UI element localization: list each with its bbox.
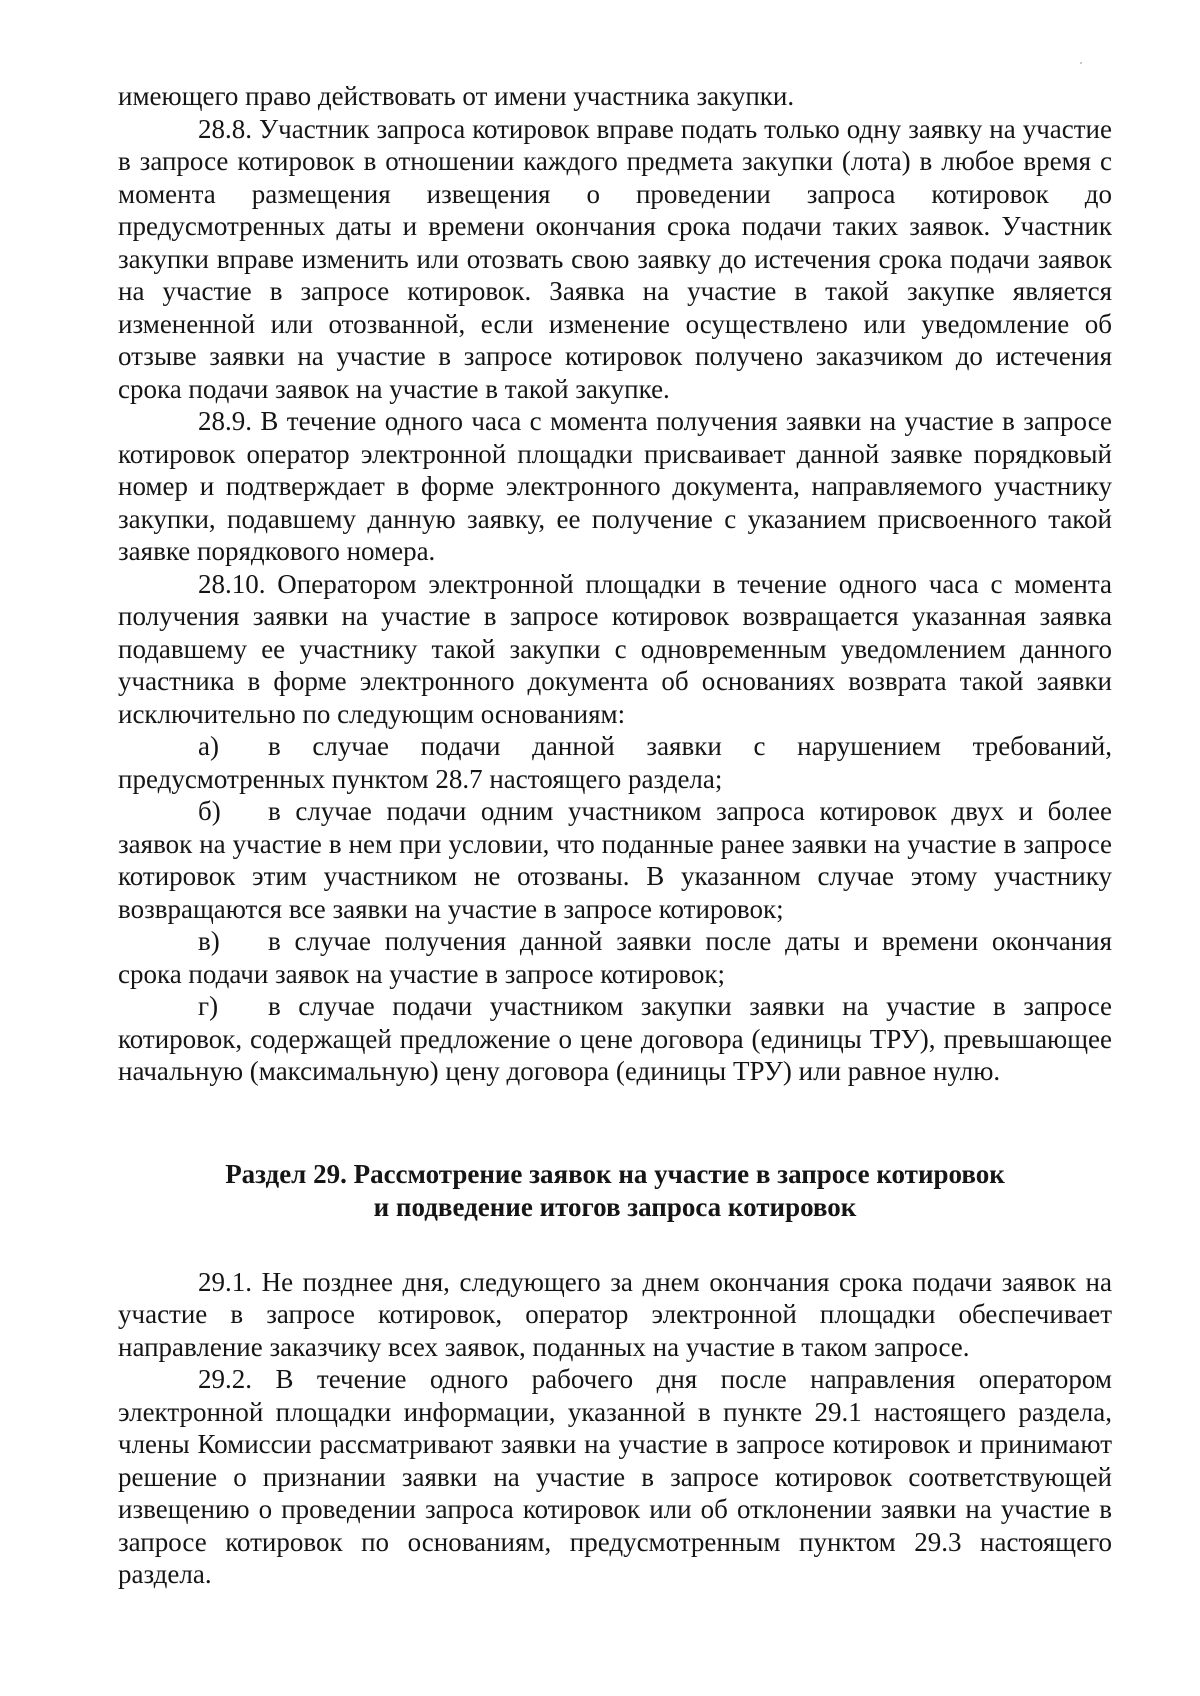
paragraph-continuation: имеющего право действовать от имени участника закупки. xyxy=(118,81,795,111)
paragraph-29-1: 29.1. Не позднее дня, следующего за днем окончания срока подачи заявок на участие в запросе котировок, оператор электронной площадки обеспечивает направление заказчику всех заявок, поданных на участие в таком запросе. xyxy=(118,1266,1112,1362)
section-heading-line-1: Раздел 29. Рассмотрение заявок на участие в запросе котировок xyxy=(225,1158,1005,1189)
list-item-text: в случае подачи участником закупки заявки на участие в запросе котировок, содержащей предложение о цене договора (единицы ТРУ), превышающее начальную (максимальную) цену договора (единицы ТРУ) или равное нулю. xyxy=(118,991,1112,1086)
list-item-text: в случае подачи одним участником запроса котировок двух и более заявок на участие в нем при условии, что поданные ранее заявки на участие в запросе котировок этим участником не отозваны. В указанном случае этому участнику возвращаются все заявки на участие в запросе котировок; xyxy=(118,796,1112,924)
list-item-g xyxy=(118,990,1112,1088)
list-item-letter: б) xyxy=(198,796,221,826)
list-item-letter: а) xyxy=(198,731,219,761)
list-item-b xyxy=(118,795,1112,925)
list-item-text: в случае получения данной заявки после даты и времени окончания срока подачи заявок на участие в запросе котировок; xyxy=(118,926,1112,989)
paragraph-28-8: 28.8. Участник запроса котировок вправе подать только одну заявку на участие в запросе котировок в отношении каждого предмета закупки (лота) в любое время с момента размещения извещения о проведении запроса котировок до предусмотренных даты и времени окончания срока подачи таких заявок. Участник закупки вправе изменить или отозвать свою заявку до истечения срока подачи заявок на участие в запросе котировок. Заявка на участие в такой закупке является измененной или отозванной, если изменение осуществлено или уведомление об отзыве заявки на участие в запросе котировок получено заказчиком до истечения срока подачи заявок на участие в такой закупке. xyxy=(118,113,1112,404)
list-item-letter: г) xyxy=(198,991,219,1021)
list-item-text: в случае подачи данной заявки с нарушением требований, предусмотренных пунктом 28.7 настоящего раздела; xyxy=(118,731,1112,794)
document-page xyxy=(118,80,1112,1591)
list-item-letter: в) xyxy=(198,926,220,956)
list-item-a xyxy=(118,730,1112,795)
paragraph-29-2: 29.2. В течение одного рабочего дня после направления оператором электронной площадки информации, указанной в пункте 29.1 настоящего раздела, члены Комиссии рассматривают заявки на участие в запросе котировок и принимают решение о признании заявки на участие в запросе котировок соответствующей извещению о проведении запроса котировок или об отклонении заявки на участие в запросе котировок по основаниям, предусмотренным пунктом 29.3 настоящего раздела. xyxy=(118,1364,1112,1589)
section-29-heading xyxy=(118,1158,1112,1224)
section-heading-line-2: и подведение итогов запроса котировок xyxy=(373,1191,857,1222)
list-item-v xyxy=(118,925,1112,990)
paragraph-28-9: 28.9. В течение одного часа с момента получения заявки на участие в запросе котировок оператор электронной площадки присваивает данной заявке порядковый номер и подтверждает в форме электронного документа, направляемого участнику закупки, подавшему данную заявку, ее получение с указанием присвоенного такой заявке порядкового номера. xyxy=(118,406,1112,566)
scan-speck xyxy=(1080,62,1082,64)
paragraph-28-10: 28.10. Оператором электронной площадки в течение одного часа с момента получения заявки на участие в запросе котировок возвращается указанная заявка подавшему ее участнику такой закупки с одновременным уведомлением данного участника в форме электронного документа об основаниях возврата такой заявки исключительно по следующим основаниям: xyxy=(118,568,1112,729)
